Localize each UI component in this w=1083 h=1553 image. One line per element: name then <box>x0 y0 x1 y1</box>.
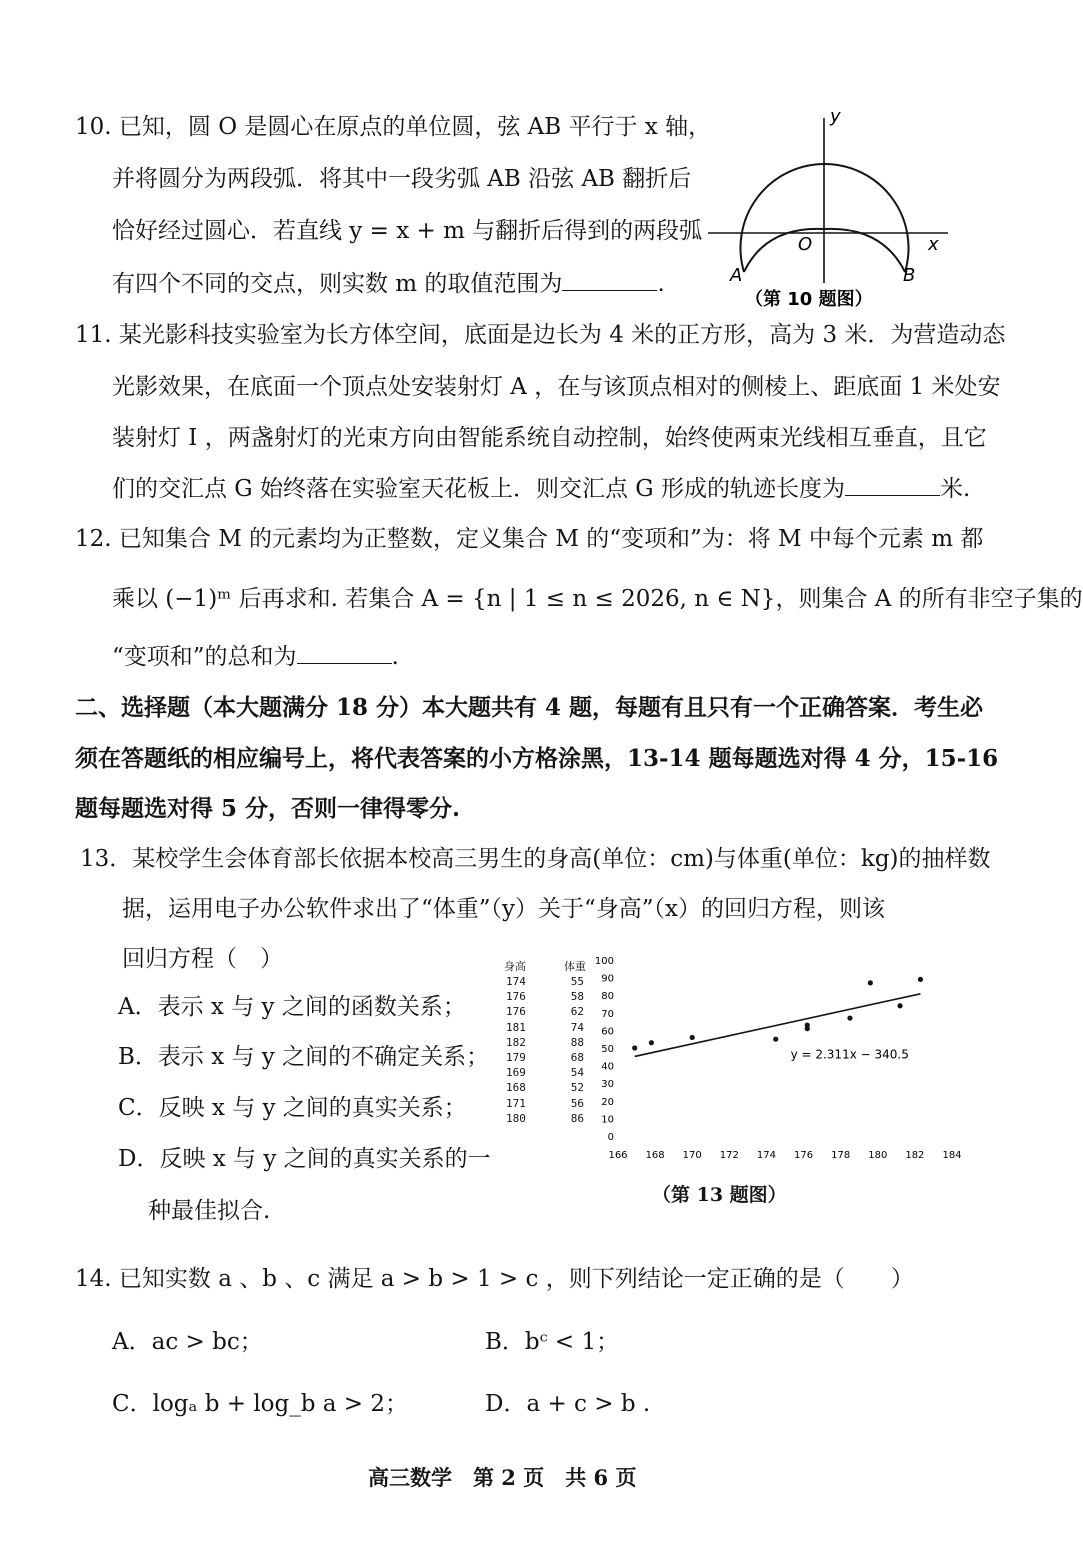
point-b-label: B <box>903 265 916 286</box>
q11-line-4-end: 米. <box>940 476 971 502</box>
q13-scatter-chart <box>594 950 970 1170</box>
table-cell-height: 180 <box>506 1111 526 1125</box>
y-tick-label: 60 <box>601 1026 614 1038</box>
q11-line-4 <box>112 470 970 503</box>
data-point <box>918 977 923 982</box>
table-cell-weight: 58 <box>570 990 584 1004</box>
y-tick-label: 80 <box>601 991 614 1003</box>
table-cell-height: 176 <box>506 990 526 1004</box>
q13-line-2: 据，运用电子办公软件求出了“体重”（y）关于“身高”（x）的回归方程，则该 <box>122 896 885 922</box>
table-cell-weight: 52 <box>570 1081 584 1095</box>
page-footer: 高三数学 第 2 页 共 6 页 <box>368 1465 637 1490</box>
y-tick-label: 10 <box>601 1114 614 1126</box>
table-cell-height: 182 <box>506 1035 526 1049</box>
q14-option-b: B．bᶜ < 1； <box>485 1329 620 1355</box>
q10-line-4 <box>112 265 665 298</box>
data-point <box>805 1023 810 1028</box>
table-header-height: 身高 <box>504 960 526 973</box>
y-tick-label: 70 <box>601 1008 614 1020</box>
x-axis-label: x <box>928 234 939 255</box>
q14-option-d: D．a + c > b . <box>485 1391 651 1417</box>
section2-line-1: 二、选择题（本大题满分 18 分）本大题共有 4 题，每题有且只有一个正确答案．考生必 <box>75 694 984 721</box>
q13-option-d-cont: 种最佳拟合. <box>148 1198 271 1224</box>
q11-line-2: 光影效果，在底面一个顶点处安装射灯 A ，在与该顶点相对的侧棱上、距底面 1 米处安 <box>112 374 1001 400</box>
answer-blank <box>297 662 392 664</box>
table-cell-weight: 54 <box>570 1066 584 1080</box>
data-point <box>632 1045 637 1050</box>
x-tick-label: 174 <box>756 1150 776 1161</box>
table-cell-height: 171 <box>506 1096 526 1110</box>
x-tick-label: 170 <box>682 1150 702 1161</box>
q13-line-1: 13．某校学生会体育部长依据本校高三男生的身高(单位：cm)与体重(单位：kg)的抽样数 <box>80 846 991 872</box>
data-point <box>847 1015 852 1020</box>
y-tick-label: 0 <box>607 1132 614 1143</box>
q10-line-4-text: 有四个不同的交点，则实数 m 的取值范围为 <box>112 271 563 297</box>
x-tick-label: 180 <box>868 1150 888 1161</box>
q13-option-a: A．表示 x 与 y 之间的函数关系； <box>118 994 466 1020</box>
origin-label: O <box>798 234 813 255</box>
table-cell-weight: 55 <box>570 975 584 988</box>
section2-line-2: 须在答题纸的相应编号上，将代表答案的小方格涂黑，13-14 题每题选对得 4 分，15-16 <box>75 745 999 772</box>
regression-equation: y = 2.311x − 340.5 <box>790 1047 909 1062</box>
folded-arc-right <box>824 229 905 272</box>
y-tick-label: 20 <box>601 1096 614 1108</box>
table-row <box>500 1050 590 1065</box>
table-cell-height: 169 <box>506 1066 526 1080</box>
q10-line-4-end: . <box>657 271 665 297</box>
q13-figure-caption: （第 13 题图） <box>652 1184 787 1206</box>
q10-figure <box>700 100 960 315</box>
table-row <box>500 1096 590 1111</box>
table-cell-height: 168 <box>506 1081 526 1095</box>
q13-line-3: 回归方程（ ） <box>122 946 283 972</box>
answer-blank <box>845 494 940 496</box>
answer-blank <box>562 289 657 291</box>
table-row <box>500 1020 590 1035</box>
table-cell-height: 181 <box>506 1020 526 1034</box>
q14-stem: 14. 已知实数 a 、b 、c 满足 a > b > 1 > c ，则下列结论一定正确的是（ ） <box>75 1266 914 1292</box>
q10-figure-caption: （第 10 题图） <box>745 289 873 310</box>
q10-line-2: 并将圆分为两段弧．将其中一段劣弧 AB 沿弦 AB 翻折后 <box>112 166 692 192</box>
table-body <box>500 974 590 1126</box>
y-tick-label: 50 <box>601 1044 614 1055</box>
data-point <box>649 1040 654 1045</box>
x-tick-label: 176 <box>794 1150 814 1161</box>
q10-axes <box>708 118 948 283</box>
x-tick-label: 172 <box>719 1150 739 1161</box>
q12-line-3-text: “变项和”的总和为 <box>112 644 297 670</box>
data-point <box>897 1003 902 1008</box>
table-cell-weight: 56 <box>570 1096 584 1110</box>
x-tick-label: 168 <box>645 1150 665 1161</box>
q13-option-d: D．反映 x 与 y 之间的真实关系的一 <box>118 1146 491 1172</box>
point-a-label: A <box>730 265 743 286</box>
data-point <box>868 980 873 985</box>
table-row <box>500 989 590 1004</box>
x-tick-label: 166 <box>608 1150 628 1161</box>
table-cell-height: 174 <box>506 975 526 988</box>
q12-line-2: 乘以 (−1)ᵐ 后再求和. 若集合 A = {n | 1 ≤ n ≤ 2026, n ∈ N}，则集合 A 的所有非空子集的 <box>112 586 1083 612</box>
table-row <box>500 1111 590 1126</box>
table-cell-weight: 88 <box>570 1035 584 1049</box>
q10-line-1: 10. 已知，圆 O 是圆心在原点的单位圆，弦 AB 平行于 x 轴， <box>75 114 712 140</box>
q12-line-3 <box>112 638 399 671</box>
y-tick-label: 30 <box>601 1079 614 1091</box>
table-row <box>500 1004 590 1019</box>
q13-data-table <box>500 958 590 1126</box>
data-point <box>690 1035 695 1040</box>
table-row <box>500 1080 590 1095</box>
table-cell-weight: 68 <box>570 1051 584 1065</box>
q13-option-b: B．表示 x 与 y 之间的不确定关系； <box>118 1044 490 1070</box>
table-cell-height: 176 <box>506 1005 526 1019</box>
table-row <box>500 1065 590 1080</box>
q10-line-3: 恰好经过圆心．若直线 y = x + m 与翻折后得到的两段弧 <box>112 218 703 244</box>
data-point <box>773 1037 778 1042</box>
table-cell-weight: 86 <box>570 1111 584 1125</box>
table-header <box>500 958 590 974</box>
y-tick-label: 40 <box>601 1061 614 1073</box>
q11-line-1: 11. 某光影科技实验室为长方体空间，底面是边长为 4 米的正方形，高为 3 米．为营造动态 <box>75 322 1006 348</box>
table-cell-weight: 74 <box>570 1020 584 1034</box>
q12-line-3-end: . <box>391 644 399 670</box>
table-cell-weight: 62 <box>570 1005 584 1019</box>
table-header-weight: 体重 <box>564 960 586 973</box>
y-axis-label: y <box>830 106 841 127</box>
q11-line-3: 装射灯 I ，两盏射灯的光束方向由智能系统自动控制，始终使两束光线相互垂直，且它 <box>112 425 987 451</box>
x-tick-label: 184 <box>942 1150 962 1161</box>
y-tick-label: 100 <box>594 956 614 967</box>
x-tick-label: 182 <box>905 1150 925 1161</box>
table-cell-height: 179 <box>506 1051 526 1065</box>
q11-line-4-text: 们的交汇点 G 始终落在实验室天花板上．则交汇点 G 形成的轨迹长度为 <box>112 476 845 502</box>
q14-option-c: C．logₐ b + log_b a > 2； <box>112 1391 409 1417</box>
q14-option-a: A．ac > bc； <box>112 1329 263 1355</box>
q12-line-1: 12. 已知集合 M 的元素均为正整数，定义集合 M 的“变项和”为：将 M 中每个元素 m 都 <box>75 526 984 552</box>
x-tick-label: 178 <box>831 1150 851 1161</box>
y-tick-label: 90 <box>601 973 614 985</box>
table-row <box>500 974 590 989</box>
q13-option-c: C．反映 x 与 y 之间的真实关系； <box>118 1095 467 1121</box>
section2-line-3: 题每题选对得 5 分，否则一律得零分. <box>75 795 461 822</box>
table-row <box>500 1035 590 1050</box>
